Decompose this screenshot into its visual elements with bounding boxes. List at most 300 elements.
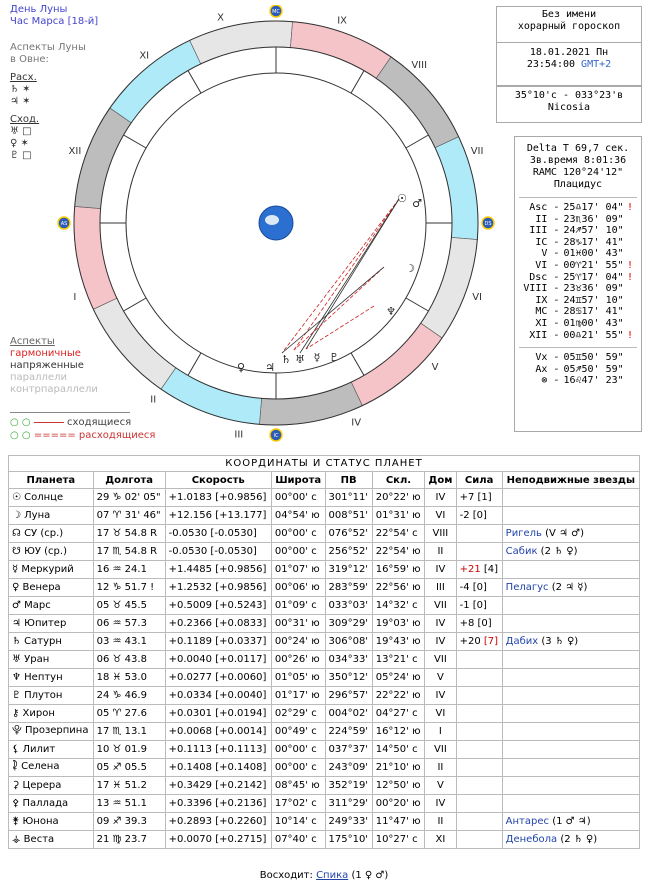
- speed-value: +0.1408: [168, 762, 213, 773]
- latitude-cell: 00°06' ю: [271, 579, 325, 597]
- speed-cell: [165, 687, 271, 705]
- planet-glyph-icon: ☿: [313, 351, 321, 364]
- planet-glyph-icon: ⚴: [12, 798, 20, 809]
- latitude-cell: 00°00' с: [271, 543, 325, 561]
- speed-mean: [+0.1408]: [212, 762, 267, 773]
- longitude-cell: 17 ♉ 54.8 R: [93, 525, 165, 543]
- house-cell: II: [425, 759, 456, 777]
- fixed-star-cell: [502, 831, 639, 849]
- ra-cell: 076°52': [325, 525, 372, 543]
- column-header: Неподвижные звезды: [502, 472, 639, 489]
- strength-cell: [456, 813, 502, 831]
- ra-cell: 243°09': [325, 759, 372, 777]
- ramc: RAMC 120°24'12": [532, 167, 624, 178]
- latitude-cell: 01°07' ю: [271, 561, 325, 579]
- point-value: 16♌47' 23": [563, 375, 624, 387]
- planet-glyph-icon: ⚸: [12, 744, 20, 755]
- planet-name: Юнона: [19, 816, 59, 827]
- strength-index: [0]: [469, 510, 487, 521]
- ra-cell: 296°57': [325, 687, 372, 705]
- planet-glyph-icon: ♇: [12, 690, 21, 701]
- strength-value: -2: [459, 510, 470, 521]
- house-system: Плацидус: [553, 179, 603, 190]
- point-row: [515, 375, 641, 387]
- house-value: 25♈17' 04": [563, 271, 624, 283]
- speed-value: +0.0040: [168, 654, 213, 665]
- declination-cell: 04°27' с: [372, 705, 425, 723]
- gmt-offset: GMT+2: [581, 59, 612, 70]
- speed-cell: [165, 813, 271, 831]
- fixed-star-cell: [502, 777, 639, 795]
- house-numeral: II: [150, 394, 157, 406]
- column-header: Широта: [271, 472, 325, 489]
- separating-title: Расх.: [10, 72, 37, 83]
- planet-cell: [9, 813, 94, 831]
- declination-cell: 00°20' ю: [372, 795, 425, 813]
- fixed-star-link[interactable]: Дабих: [505, 636, 539, 647]
- strength-value: -4: [459, 582, 470, 593]
- speed-mean: [+0.9856]: [212, 564, 267, 575]
- planet-cell: [9, 633, 94, 651]
- speed-mean: [+0.0117]: [212, 654, 267, 665]
- longitude-cell: 05 ♉ 45.5: [93, 597, 165, 615]
- speed-cell: [165, 705, 271, 723]
- separating-aspect: ♄ ✶: [10, 84, 31, 95]
- house-value: 25♎17' 04": [563, 202, 624, 213]
- chart-time: 23:54:00: [526, 59, 576, 70]
- speed-cell: [165, 723, 271, 741]
- planet-cell: [9, 543, 94, 561]
- planet-cell: [9, 507, 94, 525]
- speed-cell: [165, 741, 271, 759]
- day-ruler: День Луны: [10, 4, 68, 15]
- chart-date: 18.01.2021 Пн: [529, 47, 609, 58]
- declination-cell: 11°47' ю: [372, 813, 425, 831]
- planet-name: Паллада: [19, 798, 69, 809]
- table-row: [9, 669, 640, 687]
- strength-index: [7]: [480, 636, 499, 647]
- aspects-title: Аспекты: [10, 336, 55, 347]
- house-cusp-row: [515, 318, 641, 330]
- house-value: 28♑17' 41": [563, 236, 624, 248]
- declination-cell: 22°22' ю: [372, 687, 425, 705]
- speed-cell: [165, 507, 271, 525]
- fixed-star-rulers: (2 ♄ ♀): [537, 546, 578, 557]
- strength-cell: [456, 633, 502, 651]
- speed-mean: [+0.0040]: [212, 690, 267, 701]
- fixed-star-cell: [502, 507, 639, 525]
- declination-cell: 19°43' ю: [372, 633, 425, 651]
- speed-cell: [165, 831, 271, 849]
- fixed-star-link[interactable]: Антарес: [505, 816, 550, 827]
- house-label: XI -: [535, 317, 560, 329]
- planet-glyph-icon: ♅: [12, 654, 21, 665]
- fixed-star-rulers: (1 ♂ ♃): [549, 816, 591, 827]
- declination-cell: 10°27' с: [372, 831, 425, 849]
- point-row: [515, 352, 641, 364]
- house-cell: VII: [425, 597, 456, 615]
- speed-mean: [+0.2260]: [212, 816, 267, 827]
- planet-name: Сатурн: [20, 636, 62, 647]
- delta-t: Delta T 69,7 сек.: [526, 143, 630, 154]
- house-numeral: XII: [68, 145, 82, 157]
- separating-legend: ===== расходящиеся: [33, 430, 156, 441]
- coordinates: 35°10'с - 033°23'в: [514, 90, 624, 101]
- planet-glyph-icon: ♆: [12, 672, 21, 683]
- speed-cell: [165, 525, 271, 543]
- house-cell: IV: [425, 687, 456, 705]
- column-header: Долгота: [93, 472, 165, 489]
- strength-cell: [456, 705, 502, 723]
- house-cell: V: [425, 669, 456, 687]
- strength-value: -1: [459, 600, 470, 611]
- planet-glyph-icon: ♆: [386, 305, 396, 318]
- planet-name: Веста: [20, 834, 55, 845]
- planet-glyph-icon: ☉: [12, 492, 21, 503]
- house-cusp-row: [515, 260, 641, 272]
- applying-aspect: ♇ □: [10, 150, 32, 161]
- ra-cell: 306°08': [325, 633, 372, 651]
- house-cusp-row: [515, 237, 641, 249]
- harmonic-label: гармоничные: [10, 348, 81, 359]
- house-cusp-row: [515, 248, 641, 260]
- house-numeral: VII: [470, 145, 484, 157]
- fixed-star-link[interactable]: Ригель: [505, 528, 542, 539]
- planet-name: Венера: [19, 582, 61, 593]
- planet-name: Нептун: [20, 672, 63, 683]
- house-label: II -: [535, 213, 560, 225]
- rising-star-link[interactable]: Спика: [316, 870, 349, 881]
- house-cusp-row: [515, 202, 641, 214]
- contraparallels-label: контрпараллели: [10, 384, 98, 395]
- house-value: 00♎21' 55": [563, 329, 624, 341]
- speed-value: +12.156: [168, 510, 213, 521]
- strength-index: [1]: [474, 492, 492, 503]
- fixed-star-cell: [502, 669, 639, 687]
- planet-glyph-icon: ☋: [12, 546, 21, 557]
- table-row: [9, 777, 640, 795]
- house-mark: !: [627, 259, 634, 271]
- speed-cell: [165, 633, 271, 651]
- planet-glyph-icon: ☽: [12, 510, 21, 521]
- house-cell: IV: [425, 795, 456, 813]
- house-label: IC -: [535, 236, 560, 248]
- house-cell: XI: [425, 831, 456, 849]
- longitude-cell: 09 ♐ 39.3: [93, 813, 165, 831]
- axis-label: IC: [273, 433, 279, 439]
- longitude-cell: 06 ♒ 57.3: [93, 615, 165, 633]
- longitude-cell: 03 ♒ 43.1: [93, 633, 165, 651]
- house-cell: VII: [425, 741, 456, 759]
- house-label: V -: [541, 248, 560, 260]
- fixed-star-link[interactable]: Денебола: [505, 834, 558, 845]
- planet-name: Селена: [17, 761, 60, 772]
- fixed-star-cell: [502, 741, 639, 759]
- house-numeral: III: [234, 429, 244, 441]
- planet-cell: [9, 561, 94, 579]
- declination-cell: 12°50' ю: [372, 777, 425, 795]
- hour-ruler: Час Марса [18-й]: [10, 16, 99, 27]
- longitude-cell: 13 ♒ 51.1: [93, 795, 165, 813]
- table-row: [9, 633, 640, 651]
- applying-aspect: ♀ ✶: [10, 138, 29, 149]
- ra-cell: 309°29': [325, 615, 372, 633]
- planet-glyph-icon: ♄: [281, 353, 291, 366]
- strength-cell: [456, 777, 502, 795]
- table-row: [9, 687, 640, 705]
- house-value: 23♏36' 09": [563, 213, 624, 225]
- fixed-star-cell: [502, 723, 639, 741]
- planet-glyph-icon: ☉: [397, 192, 407, 205]
- speed-value: -0.0530: [168, 528, 208, 539]
- speed-cell: [165, 615, 271, 633]
- fixed-star-cell: [502, 759, 639, 777]
- strength-cell: [456, 687, 502, 705]
- speed-value: +0.0301: [168, 708, 213, 719]
- latitude-cell: 00°49' с: [271, 723, 325, 741]
- planet-cell: [9, 705, 94, 723]
- strength-cell: [456, 651, 502, 669]
- ra-cell: 175°10': [325, 831, 372, 849]
- tense-label: напряженные: [10, 360, 84, 371]
- latitude-cell: 07°40' с: [271, 831, 325, 849]
- speed-mean: [+0.0833]: [212, 618, 267, 629]
- house-cell: II: [425, 543, 456, 561]
- house-mark: [627, 318, 633, 330]
- house-cell: IV: [425, 633, 456, 651]
- ra-cell: 224°59': [325, 723, 372, 741]
- planet-glyph-icon: ♀: [236, 361, 246, 374]
- table-row: [9, 615, 640, 633]
- longitude-cell: 06 ♉ 43.8: [93, 651, 165, 669]
- house-cell: I: [425, 723, 456, 741]
- house-mark: [627, 306, 633, 318]
- motion-legend: ○ ○ сходящиеся ○ ○ ===== расходящиеся: [10, 412, 155, 442]
- declination-cell: 22°54' ю: [372, 543, 425, 561]
- special-points-list: [515, 352, 641, 387]
- planet-glyph-icon: ♇: [329, 351, 339, 364]
- fixed-star-cell: [502, 813, 639, 831]
- point-row: [515, 364, 641, 376]
- house-value: 00♈21' 55": [563, 259, 624, 271]
- planet-coordinates-table: [8, 455, 640, 849]
- longitude-cell: 10 ♉ 01.9: [93, 741, 165, 759]
- fixed-star-link[interactable]: Пелагус: [505, 582, 549, 593]
- fixed-star-cell: [502, 795, 639, 813]
- house-cell: V: [425, 777, 456, 795]
- sidereal-time: Зв.время 8:01:36: [529, 155, 627, 166]
- house-label: IX -: [535, 294, 560, 306]
- fixed-star-cell: [502, 705, 639, 723]
- strength-index: [0]: [469, 582, 487, 593]
- planet-glyph-icon: ♃: [12, 618, 21, 629]
- strength-cell: [456, 579, 502, 597]
- planet-cell: [9, 687, 94, 705]
- planet-name: Хирон: [19, 708, 55, 719]
- house-cell: IV: [425, 615, 456, 633]
- declination-cell: 05°24' ю: [372, 669, 425, 687]
- house-mark: [627, 237, 633, 249]
- planet-glyph-icon: ♅: [295, 353, 305, 366]
- house-label: III -: [529, 225, 560, 237]
- fixed-star-cell: [502, 579, 639, 597]
- house-cell: VII: [425, 651, 456, 669]
- planet-cell: [9, 777, 94, 795]
- strength-index: [0]: [474, 618, 492, 629]
- speed-value: +0.2893: [168, 816, 213, 827]
- speed-cell: [165, 597, 271, 615]
- house-cusp-row: [515, 330, 641, 342]
- longitude-cell: 16 ♒ 24.1: [93, 561, 165, 579]
- table-row: [9, 831, 640, 849]
- rising-prefix: Восходит:: [259, 870, 313, 881]
- speed-mean: [+0.2136]: [212, 798, 267, 809]
- location-box: [496, 86, 642, 123]
- planet-name: Церера: [19, 780, 62, 791]
- fixed-star-link[interactable]: Сабик: [505, 546, 538, 557]
- latitude-cell: 00°26' ю: [271, 651, 325, 669]
- house-numeral: V: [431, 362, 439, 374]
- house-value: 28♋17' 41": [563, 306, 624, 318]
- speed-mean: [+0.5243]: [212, 600, 267, 611]
- latitude-cell: 01°05' ю: [271, 669, 325, 687]
- house-label: MC -: [535, 306, 560, 318]
- speed-value: -0.0530: [168, 546, 208, 557]
- point-label: ⊗ -: [541, 375, 560, 387]
- house-mark: !: [627, 202, 634, 213]
- planet-cell: [9, 741, 94, 759]
- horoscope-wheel: [44, 5, 504, 445]
- column-header: Сила: [456, 472, 502, 489]
- speed-mean: [-0.0530]: [207, 528, 257, 539]
- planet-glyph-icon: ☊: [12, 528, 21, 539]
- planet-cell: [9, 723, 94, 741]
- house-cell: VI: [425, 507, 456, 525]
- declination-cell: 22°54' с: [372, 525, 425, 543]
- moon-aspects-sub: в Овне:: [10, 54, 49, 65]
- speed-mean: [+0.0194]: [212, 708, 267, 719]
- planet-cell: [9, 489, 94, 507]
- house-label: Dsc -: [529, 271, 560, 283]
- longitude-cell: 05 ♈ 27.6: [93, 705, 165, 723]
- house-numeral: IV: [351, 417, 362, 429]
- latitude-cell: 00°24' ю: [271, 633, 325, 651]
- planet-name: Марс: [20, 600, 51, 611]
- house-numeral: X: [217, 12, 225, 24]
- table-row: [9, 597, 640, 615]
- house-cusp-row: [515, 214, 641, 226]
- point-label: Vx -: [535, 352, 560, 364]
- house-numeral: I: [73, 292, 77, 304]
- latitude-cell: 02°29' с: [271, 705, 325, 723]
- latitude-cell: 00°31' ю: [271, 615, 325, 633]
- house-cusp-row: [515, 295, 641, 307]
- axis-label: AS: [60, 221, 68, 227]
- fixed-star-cell: [502, 633, 639, 651]
- table-row: [9, 543, 640, 561]
- planet-glyph-icon: ♂: [412, 197, 422, 210]
- column-header: Дом: [425, 472, 456, 489]
- point-value: 05♐50' 59": [563, 363, 624, 375]
- point-value: 05♊50' 59": [563, 352, 624, 364]
- speed-value: +1.0183: [168, 492, 213, 503]
- datetime-box: [496, 42, 642, 86]
- planet-cell: [9, 669, 94, 687]
- speed-value: +1.4485: [168, 564, 213, 575]
- declination-cell: 01°31' ю: [372, 507, 425, 525]
- strength-value: +21: [459, 564, 481, 575]
- house-mark: [627, 248, 633, 260]
- house-mark: [627, 225, 633, 237]
- house-cusp-row: [515, 225, 641, 237]
- latitude-cell: 00°00' с: [271, 525, 325, 543]
- speed-value: +0.2366: [168, 618, 213, 629]
- strength-cell: [456, 561, 502, 579]
- ra-cell: 034°33': [325, 651, 372, 669]
- longitude-cell: 07 ♈ 31' 46": [93, 507, 165, 525]
- table-row: [9, 561, 640, 579]
- strength-value: +20: [459, 636, 481, 647]
- planet-cell: [9, 651, 94, 669]
- strength-cell: [456, 741, 502, 759]
- latitude-cell: 08°45' ю: [271, 777, 325, 795]
- speed-cell: [165, 543, 271, 561]
- ra-cell: 283°59': [325, 579, 372, 597]
- speed-cell: [165, 795, 271, 813]
- ra-cell: 004°02': [325, 705, 372, 723]
- house-value: 01♓00' 43": [563, 248, 624, 260]
- ra-cell: 311°29': [325, 795, 372, 813]
- house-value: 01♍00' 43": [563, 317, 624, 329]
- planet-name: СУ (ср.): [20, 528, 64, 539]
- parallels-label: параллели: [10, 372, 67, 383]
- longitude-cell: 17 ♏ 54.8 R: [93, 543, 165, 561]
- house-mark: !: [627, 329, 634, 341]
- column-header: ПВ: [325, 472, 372, 489]
- speed-mean: [+0.0337]: [212, 636, 267, 647]
- speed-value: +0.0068: [168, 726, 213, 737]
- applying-aspect: ♅ □: [10, 126, 32, 137]
- declination-cell: 20°22' ю: [372, 489, 425, 507]
- rising-suffix: (1 ♀ ♂): [351, 870, 389, 881]
- table-row: [9, 759, 640, 777]
- house-label: XII -: [529, 329, 560, 341]
- applying-title: Сход.: [10, 114, 40, 125]
- house-cell: IV: [425, 561, 456, 579]
- house-mark: [627, 295, 633, 307]
- moon-aspects-title: Аспекты Луны: [10, 42, 86, 53]
- house-cell: II: [425, 813, 456, 831]
- strength-index: [0]: [469, 600, 487, 611]
- applying-legend: сходящиеся: [67, 417, 132, 428]
- houses-box: [514, 136, 642, 432]
- longitude-cell: 29 ♑ 02' 05": [93, 489, 165, 507]
- strength-cell: [456, 831, 502, 849]
- house-cusp-row: [515, 283, 641, 295]
- column-header: Скорость: [165, 472, 271, 489]
- declination-cell: 19°03' ю: [372, 615, 425, 633]
- city: Nicosia: [547, 102, 591, 113]
- table-caption: КООРДИНАТЫ И СТАТУС ПЛАНЕТ: [9, 456, 640, 472]
- planet-name: Солнце: [20, 492, 64, 503]
- house-numeral: IX: [337, 15, 348, 27]
- house-mark: !: [627, 271, 634, 283]
- strength-cell: [456, 723, 502, 741]
- planet-glyph-icon: ⚵: [12, 816, 20, 827]
- planet-glyph-icon: ⚳: [12, 780, 20, 791]
- strength-cell: [456, 489, 502, 507]
- planet-cell: [9, 525, 94, 543]
